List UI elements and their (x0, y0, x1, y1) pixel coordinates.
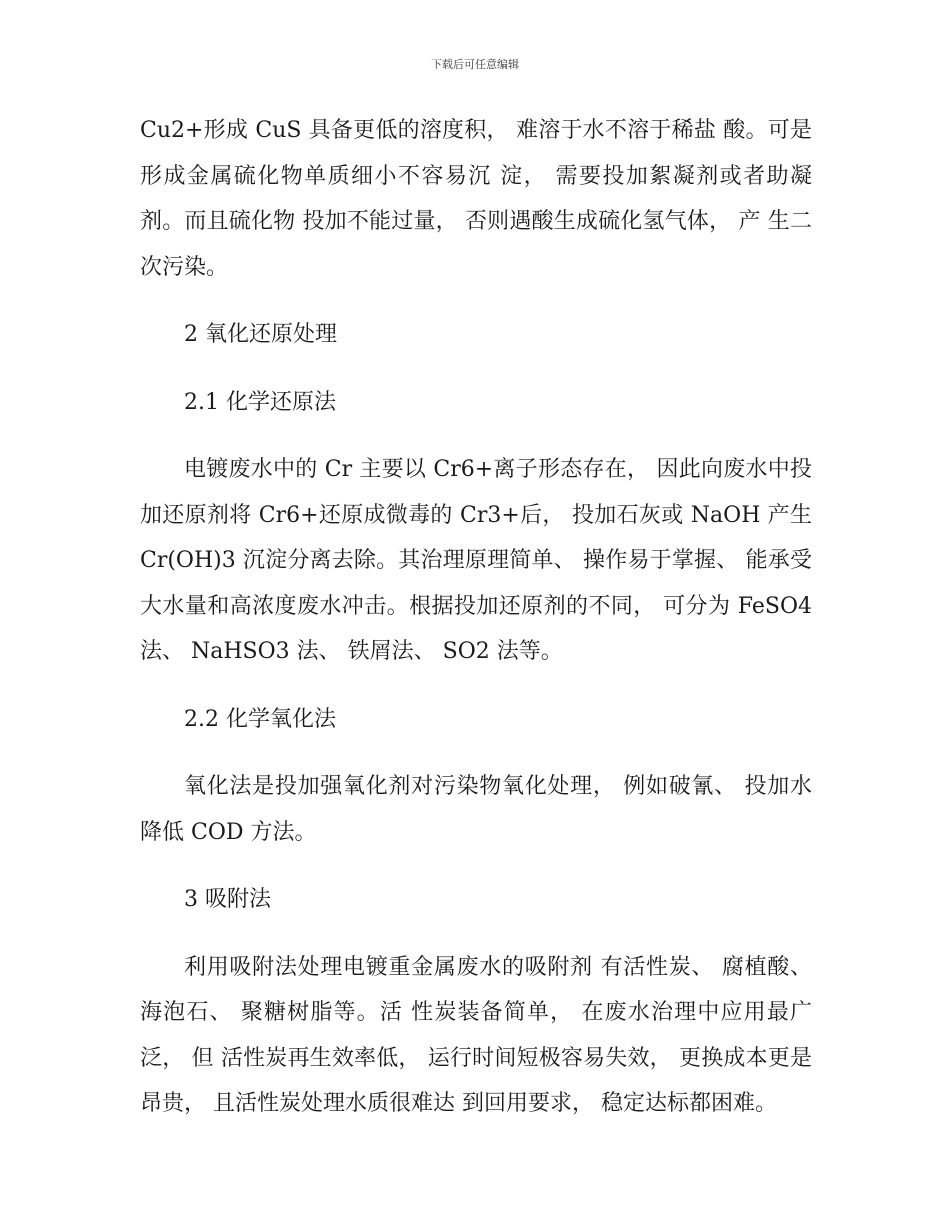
document-body (140, 108, 812, 1149)
page-header-note: 下载后可任意编辑 (431, 58, 519, 71)
paragraph-chemical-reduction: 电镀废水中的 Cr 主要以 Cr6+离子形态存在， 因此向废水中投加还原剂将 Cr6+还原成微毒的 Cr3+后， 投加石灰或 NaOH 产生 Cr(OH)3 沉淀分离去除。其治理原理简单、 操作易于掌握、 能承受大水量和高浓度废水冲击。根据投加还原剂的不同， 可分为 FeSO4 法、 NaHSO3 法、 铁屑法、 SO2 法等。 (140, 457, 812, 664)
heading-redox-treatment: 2 氧化还原处理 (184, 322, 337, 347)
heading-chemical-reduction: 2.1 化学还原法 (184, 389, 336, 415)
paragraph-adsorption: 利用吸附法处理电镀重金属废水的吸附剂 有活性炭、 腐植酸、 海泡石、 聚糖树脂等。活 性炭装备简单， 在废水治理中应用最广泛， 但 活性炭再生效率低， 运行时间短极容易失效， 更换成本更是昂贵， 且活性炭处理水质很难达 到回用要求， 稳定达标都困难。 (140, 954, 812, 1116)
paragraph-chemical-oxidation: 氧化法是投加强氧化剂对污染物氧化处理， 例如破氰、 投加水降低 COD 方法。 (140, 774, 812, 845)
heading-adsorption: 3 吸附法 (184, 887, 271, 912)
paragraph-sulfide-precipitation: Cu2+形成 CuS 具备更低的溶度积， 难溶于水不溶于稀盐 酸。可是形成金属硫化物单质细小不容易沉 淀， 需要投加絮凝剂或者助凝剂。而且硫化物 投加不能过量， 否则遇酸生成硫化氢气体， 产 生二次污染。 (140, 118, 812, 280)
heading-chemical-oxidation: 2.2 化学氧化法 (184, 706, 336, 732)
